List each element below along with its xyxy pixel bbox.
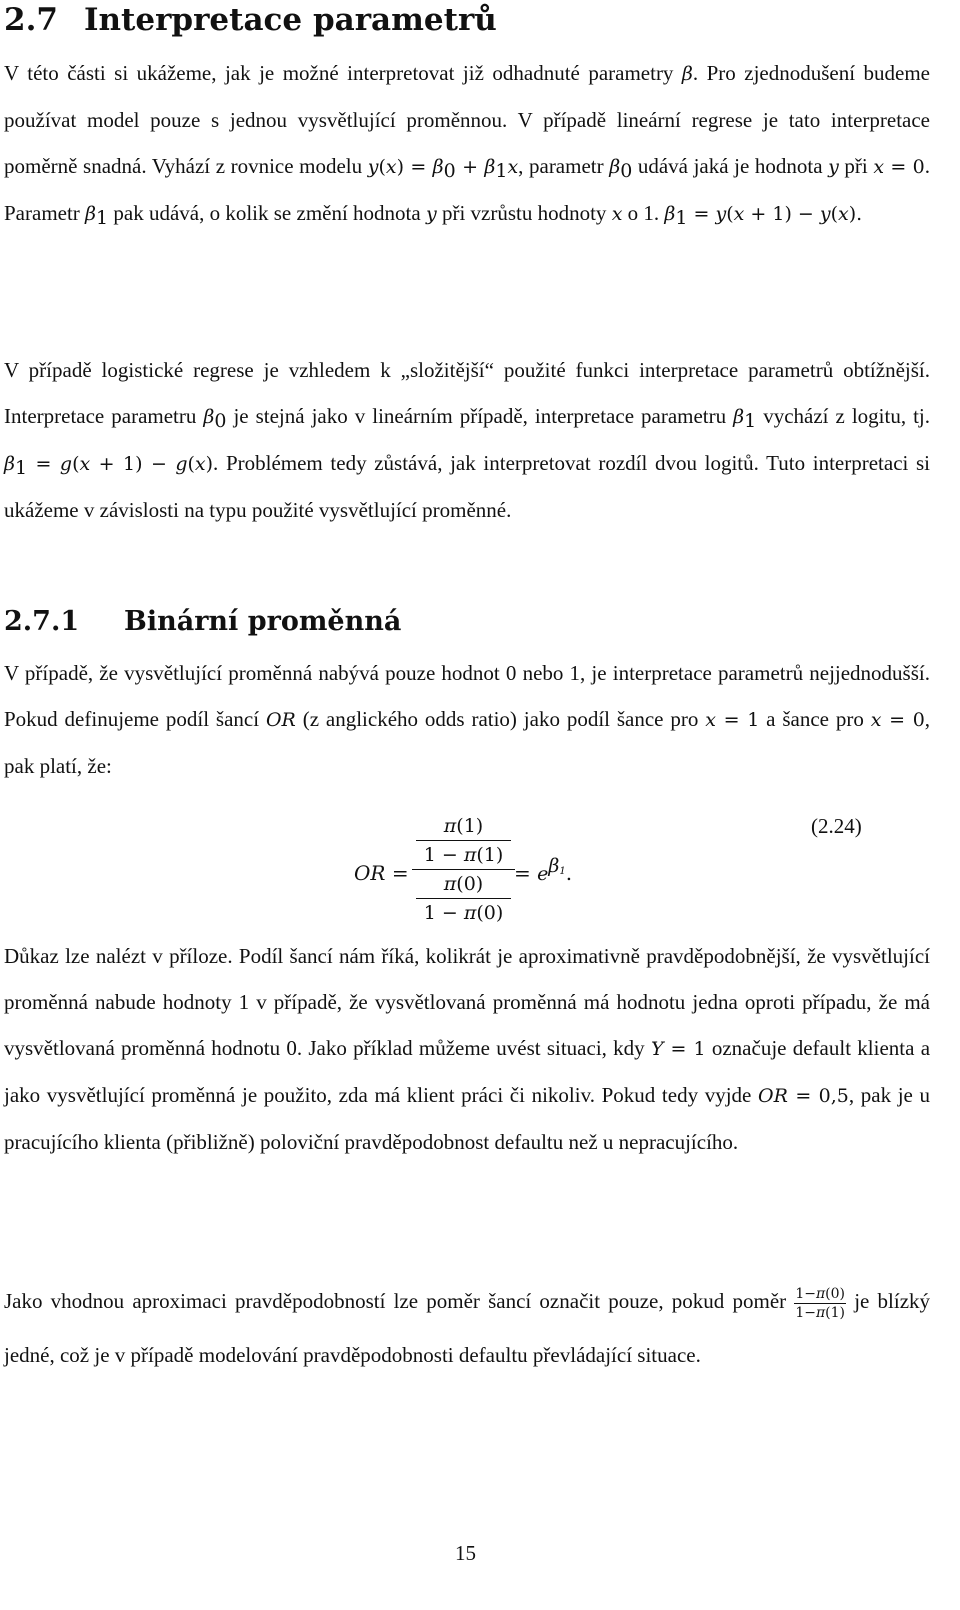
paragraph-linear-interpretation: V této části si ukážeme, jak je možné interpretovat již odhadnuté parametry β. Pro zjednodušení budeme používat model pouze s jednou vysvětlující proměnnou. V případě lineární regrese je tato interpretace poměrně snadná. Vyhází z rovnice modelu $y(x) = \beta_0 + \beta_1x$, parametr $\beta_0$ udává jaká je hodnota y při x = 0. Parametr $\beta_1$ pak udává, o kolik se změní hodnota y při vzrůstu hodnoty x o 1. $\beta_1 = y(x + 1) - y(x)$. xyxy=(4,61,931,229)
math-beta: β xyxy=(681,63,693,85)
section-heading xyxy=(4,0,497,40)
equation-lhs: OR = xyxy=(354,861,409,885)
subsection-number: 2.7.1 xyxy=(4,606,80,637)
paragraph-binary-variable: V případě, že vysvětlující proměnná nabývá pouze hodnot 0 nebo 1, je interpretace parametrů nejjednodušší. Pokud definujeme podíl šancí OR (z anglického odds ratio) jako podíl šance pro x = 1 a šance pro x = 0, pak platí, že: xyxy=(4,661,931,778)
math-logit-difference: β xyxy=(4,453,15,475)
ratio-fraction: $\frac{1-\pi(0)}{1-\pi(1)}$ xyxy=(795,1285,846,1321)
section-number: 2.7 xyxy=(4,2,58,38)
equation-number: (2.24) xyxy=(811,814,862,838)
page-number: 15 xyxy=(455,1541,476,1565)
odds-ratio-fraction: π(1) 1 − π(1) π(0) 1 − π(0) xyxy=(416,812,511,927)
subsection-title: Binární proměnná xyxy=(124,606,402,637)
paragraph-logistic-interpretation: V případě logistické regrese je vzhledem k „složitější“ použité funkci interpretace parametrů obtížnější. Interpretace parametru $\beta_0$ je stejná jako v lineárním případě, interpretace parametru $\beta_1$ vychází z logitu, tj. $\beta_1 = g(x + 1) - g(x)$. Problémem tedy zůstává, jak interpretovat rozdíl dvou logitů. Tuto interpretaci si ukážeme v závislosti na typu použité vysvětlující proměnné. xyxy=(4,358,931,522)
paragraph-approximation: Jako vhodnou aproximaci pravděpodobností lze poměr šancí označit pouze, pokud poměr $\frac{1-\pi(0)}{1-\pi(1)}$ je blízký jedné, což je v případě modelování pravděpodobnosti defaultu převládající situace. xyxy=(4,1285,931,1367)
math-beta1-difference: β xyxy=(664,203,676,225)
math-OR: OR xyxy=(265,709,296,731)
equation-rhs: = $e^{\beta_1}$. xyxy=(514,855,573,885)
section-title: Interpretace parametrů xyxy=(84,2,497,38)
subsection-heading xyxy=(4,604,401,640)
paragraph-odds-ratio-meaning: Důkaz lze nalézt v příloze. Podíl šancí nám říká, kolikrát je aproximativně pravděpodobnější, že vysvětlující proměnná nabude hodnoty 1 v případě, že vysvětlovaná proměnná má hodnotu jedna oproti případu, že má vysvětlovaná proměnná hodnotu 0. Jako příklad můžeme uvést situaci, kdy Y = 1 označuje default klienta a jako vysvětlující proměnná je použito, zda má klient práci či nikoliv. Pokud tedy vyjde OR = 0,5, pak je u pracujícího klienta (přibližně) poloviční pravděpodobnost defaultu než u nepracujícího. xyxy=(4,944,931,1154)
math-linear-model: y xyxy=(367,156,379,178)
math-beta0: β xyxy=(609,156,621,178)
